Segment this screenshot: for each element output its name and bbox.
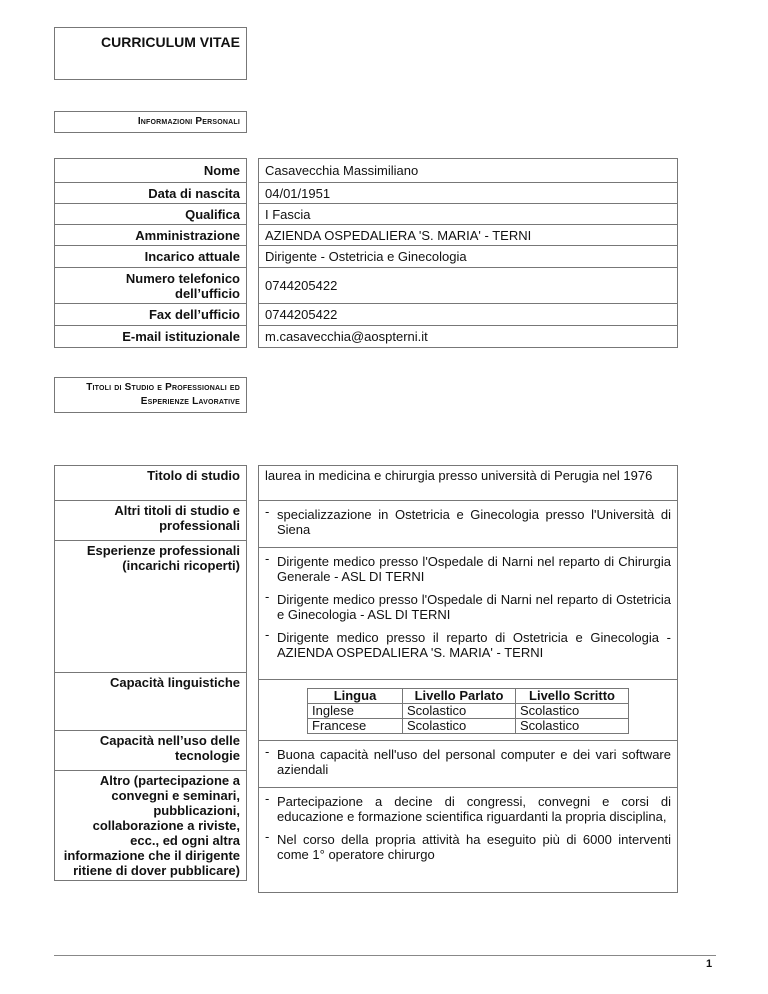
value-esperienze [259,548,678,680]
label-altri: Altri titoli di studio e professionali [55,501,247,541]
label-esperienze: Esperienze professionali (incarichi ricoperti) [55,541,247,673]
languages-cell: Inglese [308,704,403,719]
value-altro [259,788,678,893]
value-altri [259,501,678,548]
languages-header: Livello Scritto [516,689,629,704]
personal-label: Qualifica [55,204,247,225]
dash-bullet-icon: - [265,829,270,844]
list-item-text: Nel corso della propria attività ha eseguito più di 6000 interventi come 1° operatore chirurgo [277,832,671,862]
label-tecnologie: Capacità nell’uso delle tecnologie [55,731,247,771]
personal-value: AZIENDA OSPEDALIERA 'S. MARIA' - TERNI [259,225,678,246]
list-item-text: specializzazione in Ostetricia e Ginecologia presso l'Università di Siena [277,507,671,537]
list-item-text: Dirigente medico presso l'Ospedale di Narni nel reparto di Ostetricia e Ginecologia - ASL DI TERNI [277,592,671,622]
languages-table [307,688,629,734]
titoli-labels [54,465,247,881]
label-titolo: Titolo di studio [55,466,247,501]
titoli-values [258,465,678,893]
list-item-text: Dirigente medico presso il reparto di Ostetricia e Ginecologia - AZIENDA OSPEDALIERA 'S. MARIA' - TERNI [277,630,671,660]
list-item [265,589,671,622]
list-item [265,627,671,660]
list-item-text: Buona capacità nell'uso del personal computer e dei vari software aziendali [277,747,671,777]
languages-cell: Scolastico [516,704,629,719]
document-title: CURRICULUM VITAE [54,27,247,80]
value-lingue [259,680,678,741]
personal-value: 04/01/1951 [259,183,678,204]
value-tecnologie [259,741,678,788]
value-titolo: laurea in medicina e chirurgia presso università di Perugia nel 1976 [259,466,678,501]
label-lingue: Capacità linguistiche [55,673,247,731]
table-row [308,719,629,734]
personal-value: 0744205422 [259,304,678,326]
dash-bullet-icon: - [265,744,270,759]
list-item [265,829,671,862]
personal-label: Amministrazione [55,225,247,246]
personal-label: Fax dell’ufficio [55,304,247,326]
personal-label: Incarico attuale [55,246,247,268]
languages-header: Livello Parlato [403,689,516,704]
personal-value: Dirigente - Ostetricia e Ginecologia [259,246,678,268]
dash-bullet-icon: - [265,551,270,566]
personal-label: Numero telefonico dell’ufficio [55,268,247,304]
languages-header-row [308,689,629,704]
list-item [265,551,671,584]
languages-cell: Francese [308,719,403,734]
list-item [265,744,671,777]
personal-value: 0744205422 [259,268,678,304]
section-personal-heading: Informazioni Personali [54,111,247,133]
personal-label: Nome [55,159,247,183]
list-item-text: Partecipazione a decine di congressi, convegni e corsi di educazione e formazione scientifica riguardanti la propria disciplina, [277,794,671,824]
languages-cell: Scolastico [403,719,516,734]
section-titoli-heading: Titoli di Studio e Professionali ed Esperienze Lavorative [54,377,247,413]
dash-bullet-icon: - [265,504,270,519]
footer-divider [54,955,716,956]
dash-bullet-icon: - [265,589,270,604]
personal-label: E-mail istituzionale [55,326,247,348]
personal-value: I Fascia [259,204,678,225]
page-number: 1 [706,958,713,970]
languages-cell: Scolastico [403,704,516,719]
personal-values [258,158,678,348]
dash-bullet-icon: - [265,791,270,806]
label-altro: Altro (partecipazione a convegni e seminari, pubblicazioni, collaborazione a riviste, ecc., ed ogni altra informazione che il dirigente ritiene di dover pubblicare) [55,771,247,881]
list-item [265,791,671,824]
list-item [265,504,671,537]
dash-bullet-icon: - [265,627,270,642]
languages-header: Lingua [308,689,403,704]
personal-value: Casavecchia Massimiliano [259,159,678,183]
personal-value: m.casavecchia@aospterni.it [259,326,678,348]
list-item-text: Dirigente medico presso l'Ospedale di Narni nel reparto di Chirurgia Generale - ASL DI TERNI [277,554,671,584]
personal-label: Data di nascita [55,183,247,204]
table-row [308,704,629,719]
languages-cell: Scolastico [516,719,629,734]
personal-labels [54,158,247,348]
